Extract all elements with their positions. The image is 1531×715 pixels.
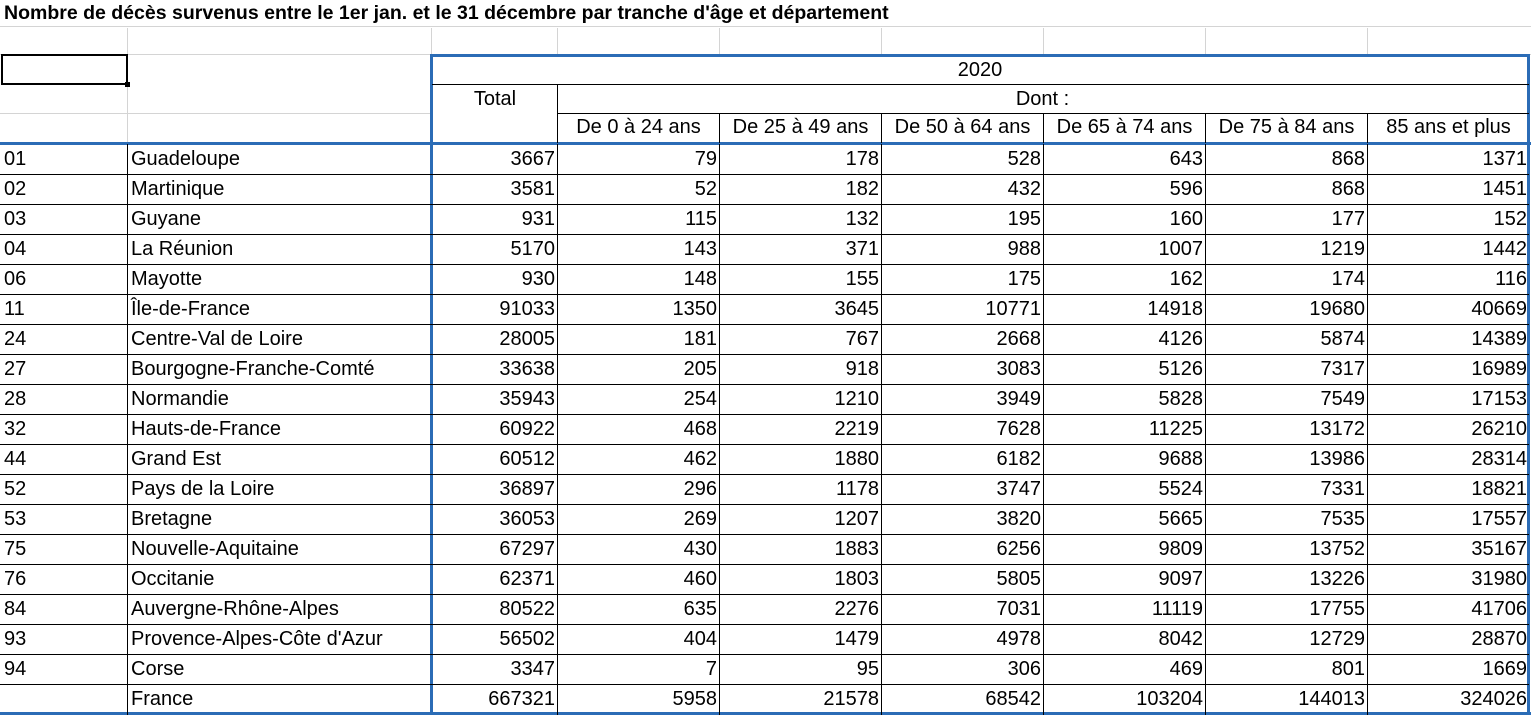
total-cell[interactable]: 931 <box>521 208 555 230</box>
age-value-cell[interactable]: 635 <box>683 598 717 620</box>
age-value-cell[interactable]: 528 <box>1007 148 1041 170</box>
age-value-cell[interactable]: 205 <box>683 358 717 380</box>
age-value-cell[interactable]: 269 <box>683 508 717 530</box>
table-row <box>0 685 1529 715</box>
gridline <box>127 28 128 54</box>
age-value-cell[interactable]: 174 <box>1331 268 1365 290</box>
age-value-cell[interactable]: 35167 <box>1471 538 1527 560</box>
age-header-2[interactable]: De 50 à 64 ans <box>894 116 1031 138</box>
age-value-cell[interactable]: 144013 <box>1298 688 1365 710</box>
age-value-cell[interactable]: 1007 <box>1158 238 1203 260</box>
age-value-cell[interactable]: 9809 <box>1158 538 1203 560</box>
table-row <box>0 565 1529 595</box>
age-value-cell[interactable]: 430 <box>683 538 717 560</box>
table-row <box>0 355 1529 385</box>
table-row <box>0 295 1529 325</box>
region-name-cell[interactable]: Hauts-de-France <box>131 418 282 440</box>
age-value-cell[interactable]: 13986 <box>1309 448 1365 470</box>
age-value-cell[interactable]: 28314 <box>1471 448 1527 470</box>
dept-code-cell[interactable]: 44 <box>4 448 27 470</box>
total-cell[interactable]: 3581 <box>510 178 555 200</box>
age-value-cell[interactable]: 7549 <box>1320 388 1365 410</box>
age-value-cell[interactable]: 148 <box>683 268 717 290</box>
age-value-cell[interactable]: 1371 <box>1482 148 1527 170</box>
year-header[interactable]: 2020 <box>957 59 1003 81</box>
age-value-cell[interactable]: 469 <box>1169 658 1203 680</box>
total-header[interactable]: Total <box>473 88 517 110</box>
age-value-cell[interactable]: 9097 <box>1158 568 1203 590</box>
age-header-5[interactable]: 85 ans et plus <box>1386 116 1511 138</box>
region-name-cell[interactable]: Centre-Val de Loire <box>131 328 303 350</box>
age-value-cell[interactable]: 4126 <box>1158 328 1203 350</box>
dept-code-cell[interactable]: 24 <box>4 328 27 350</box>
age-value-cell[interactable]: 116 <box>1495 268 1527 290</box>
total-cell[interactable]: 28005 <box>499 328 555 350</box>
gridline <box>431 28 432 54</box>
age-value-cell[interactable]: 31980 <box>1471 568 1527 590</box>
age-value-cell[interactable]: 6256 <box>996 538 1041 560</box>
age-value-cell[interactable]: 801 <box>1331 658 1365 680</box>
table-row <box>0 265 1529 295</box>
age-value-cell[interactable]: 2276 <box>834 598 879 620</box>
age-value-cell[interactable]: 41706 <box>1471 598 1527 620</box>
total-cell[interactable]: 80522 <box>499 598 555 620</box>
age-value-cell[interactable]: 868 <box>1331 178 1365 200</box>
age-value-cell[interactable]: 17153 <box>1471 388 1527 410</box>
table-row <box>0 235 1529 265</box>
age-value-cell[interactable]: 14389 <box>1471 328 1527 350</box>
age-value-cell[interactable]: 1442 <box>1482 238 1527 260</box>
age-value-cell[interactable]: 2668 <box>996 328 1041 350</box>
dept-code-cell[interactable]: 84 <box>4 598 27 620</box>
dept-code-cell[interactable]: 53 <box>4 508 27 530</box>
age-value-cell[interactable]: 16989 <box>1471 358 1527 380</box>
dept-code-cell[interactable]: 28 <box>4 388 27 410</box>
age-value-cell[interactable]: 1210 <box>834 388 879 410</box>
age-value-cell[interactable]: 7 <box>705 658 717 680</box>
age-value-cell[interactable]: 195 <box>1007 208 1041 230</box>
total-cell[interactable]: 3347 <box>510 658 555 680</box>
age-value-cell[interactable]: 918 <box>845 358 879 380</box>
age-value-cell[interactable]: 79 <box>694 148 717 170</box>
dept-code-cell[interactable]: 27 <box>4 358 27 380</box>
age-value-cell[interactable]: 182 <box>845 178 879 200</box>
region-name-cell[interactable]: Bourgogne-Franche-Comté <box>131 358 375 380</box>
gridline <box>719 28 720 54</box>
age-value-cell[interactable]: 2219 <box>834 418 879 440</box>
age-value-cell[interactable]: 1803 <box>834 568 879 590</box>
age-value-cell[interactable]: 7331 <box>1320 478 1365 500</box>
dept-code-cell[interactable]: 76 <box>4 568 27 590</box>
region-name-cell[interactable]: Nouvelle-Aquitaine <box>131 538 299 560</box>
age-value-cell[interactable]: 40669 <box>1471 298 1527 320</box>
age-value-cell[interactable]: 17557 <box>1471 508 1527 530</box>
age-value-cell[interactable]: 181 <box>683 328 717 350</box>
age-value-cell[interactable]: 7628 <box>996 418 1041 440</box>
table-row <box>0 655 1529 685</box>
total-cell[interactable]: 3667 <box>510 148 555 170</box>
sheet-title[interactable]: Nombre de décès survenus entre le 1er jan. et le 31 décembre par tranche d'âge et département <box>4 2 889 24</box>
region-name-cell[interactable]: France <box>131 688 194 710</box>
region-name-cell[interactable]: Corse <box>131 658 185 680</box>
dept-code-cell[interactable] <box>1 683 127 713</box>
age-value-cell[interactable]: 3645 <box>834 298 879 320</box>
age-value-cell[interactable]: 160 <box>1169 208 1203 230</box>
total-cell[interactable]: 60922 <box>499 418 555 440</box>
age-value-cell[interactable]: 1883 <box>834 538 879 560</box>
total-cell[interactable]: 62371 <box>499 568 555 590</box>
age-value-cell[interactable]: 52 <box>694 178 717 200</box>
age-value-cell[interactable]: 18821 <box>1471 478 1527 500</box>
total-cell[interactable]: 60512 <box>499 448 555 470</box>
table-row <box>0 385 1529 415</box>
dept-code-cell[interactable]: 11 <box>4 298 25 320</box>
gridline <box>0 26 1531 27</box>
age-value-cell[interactable]: 6182 <box>996 448 1041 470</box>
total-cell[interactable]: 36053 <box>499 508 555 530</box>
age-value-cell[interactable]: 68542 <box>985 688 1041 710</box>
age-value-cell[interactable]: 371 <box>845 238 879 260</box>
region-name-cell[interactable]: Mayotte <box>131 268 203 290</box>
age-value-cell[interactable]: 306 <box>1007 658 1041 680</box>
age-value-cell[interactable]: 8042 <box>1158 628 1203 650</box>
total-cell[interactable]: 56502 <box>499 628 555 650</box>
dept-code-cell[interactable]: 02 <box>4 178 27 200</box>
age-value-cell[interactable]: 7031 <box>996 598 1041 620</box>
table-row <box>0 535 1529 565</box>
dept-code-cell[interactable]: 75 <box>4 538 27 560</box>
region-name-cell[interactable]: Martinique <box>131 178 225 200</box>
age-header-0[interactable]: De 0 à 24 ans <box>576 116 701 138</box>
fill-handle[interactable] <box>125 82 130 87</box>
total-cell[interactable]: 35943 <box>499 388 555 410</box>
age-value-cell[interactable]: 5828 <box>1158 388 1203 410</box>
region-name-cell[interactable]: Guadeloupe <box>131 148 240 170</box>
age-value-cell[interactable]: 868 <box>1331 148 1365 170</box>
age-value-cell[interactable]: 21578 <box>823 688 879 710</box>
age-value-cell[interactable]: 3949 <box>996 388 1041 410</box>
total-cell[interactable]: 33638 <box>499 358 555 380</box>
region-name-cell[interactable]: Bretagne <box>131 508 213 530</box>
age-value-cell[interactable]: 462 <box>683 448 717 470</box>
age-header-1[interactable]: De 25 à 49 ans <box>732 116 869 138</box>
age-value-cell[interactable]: 988 <box>1007 238 1041 260</box>
table-row <box>0 505 1529 535</box>
age-value-cell[interactable]: 5665 <box>1158 508 1203 530</box>
age-value-cell[interactable]: 13172 <box>1309 418 1365 440</box>
age-value-cell[interactable]: 95 <box>856 658 879 680</box>
age-value-cell[interactable]: 17755 <box>1309 598 1365 620</box>
age-value-cell[interactable]: 254 <box>683 388 717 410</box>
age-value-cell[interactable]: 643 <box>1169 148 1203 170</box>
age-value-cell[interactable]: 767 <box>845 328 879 350</box>
age-value-cell[interactable]: 596 <box>1169 178 1203 200</box>
age-value-cell[interactable]: 155 <box>845 268 879 290</box>
age-value-cell[interactable]: 5126 <box>1158 358 1203 380</box>
age-value-cell[interactable]: 19680 <box>1309 298 1365 320</box>
age-value-cell[interactable]: 4978 <box>996 628 1041 650</box>
age-value-cell[interactable]: 152 <box>1493 208 1527 230</box>
table-row <box>0 595 1529 625</box>
gridline <box>881 28 882 54</box>
gridline <box>1205 28 1206 54</box>
region-name-cell[interactable]: Grand Est <box>131 448 222 470</box>
age-value-cell[interactable]: 13226 <box>1309 568 1365 590</box>
region-name-cell[interactable]: La Réunion <box>131 238 234 260</box>
age-value-cell[interactable]: 13752 <box>1309 538 1365 560</box>
age-value-cell[interactable]: 324026 <box>1460 688 1527 710</box>
table-row <box>0 445 1529 475</box>
age-value-cell[interactable]: 5805 <box>996 568 1041 590</box>
gridline <box>557 28 558 54</box>
age-header-3[interactable]: De 65 à 74 ans <box>1056 116 1193 138</box>
age-value-cell[interactable]: 3820 <box>996 508 1041 530</box>
age-value-cell[interactable]: 115 <box>685 208 717 230</box>
region-name-cell[interactable]: Occitanie <box>131 568 215 590</box>
age-value-cell[interactable]: 11119 <box>1151 598 1203 620</box>
age-value-cell[interactable]: 3083 <box>996 358 1041 380</box>
total-cell[interactable]: 930 <box>521 268 555 290</box>
dept-code-cell[interactable]: 32 <box>4 418 27 440</box>
region-name-cell[interactable]: Pays de la Loire <box>131 478 275 500</box>
age-value-cell[interactable]: 1479 <box>834 628 879 650</box>
age-value-cell[interactable]: 132 <box>845 208 879 230</box>
gridline <box>1043 28 1044 54</box>
gridline <box>0 113 431 114</box>
age-value-cell[interactable]: 10771 <box>985 298 1041 320</box>
age-value-cell[interactable]: 28870 <box>1471 628 1527 650</box>
region-name-cell[interactable]: Guyane <box>131 208 202 230</box>
age-value-cell[interactable]: 14918 <box>1147 298 1203 320</box>
table-row <box>0 325 1529 355</box>
age-value-cell[interactable]: 143 <box>683 238 717 260</box>
table-row <box>0 175 1529 205</box>
age-value-cell[interactable]: 1880 <box>834 448 879 470</box>
age-value-cell[interactable]: 296 <box>683 478 717 500</box>
table-row <box>0 625 1529 655</box>
age-value-cell[interactable]: 1669 <box>1482 658 1527 680</box>
total-cell[interactable]: 5170 <box>510 238 555 260</box>
age-value-cell[interactable]: 9688 <box>1158 448 1203 470</box>
age-value-cell[interactable]: 11225 <box>1148 418 1203 440</box>
total-cell[interactable]: 67297 <box>499 538 555 560</box>
table-row <box>0 145 1529 175</box>
table-row <box>0 475 1529 505</box>
age-value-cell[interactable]: 1207 <box>834 508 879 530</box>
region-name-cell[interactable]: Île-de-France <box>131 298 250 320</box>
age-value-cell[interactable]: 404 <box>683 628 717 650</box>
region-name-cell[interactable]: Auvergne-Rhône-Alpes <box>131 598 339 620</box>
age-header-4[interactable]: De 75 à 84 ans <box>1218 116 1355 138</box>
region-name-cell[interactable]: Provence-Alpes-Côte d'Azur <box>131 628 383 650</box>
dept-code-cell[interactable]: 52 <box>4 478 27 500</box>
age-value-cell[interactable]: 7317 <box>1320 358 1365 380</box>
dept-code-cell[interactable]: 01 <box>4 148 27 170</box>
total-cell[interactable]: 36897 <box>499 478 555 500</box>
age-value-cell[interactable]: 5958 <box>672 688 717 710</box>
age-value-cell[interactable]: 3747 <box>996 478 1041 500</box>
age-value-cell[interactable]: 177 <box>1331 208 1365 230</box>
age-value-cell[interactable]: 432 <box>1007 178 1041 200</box>
age-value-cell[interactable]: 468 <box>683 418 717 440</box>
dept-code-cell[interactable]: 93 <box>4 628 27 650</box>
age-value-cell[interactable]: 1219 <box>1320 238 1365 260</box>
total-cell[interactable]: 91033 <box>499 298 555 320</box>
dept-code-cell[interactable]: 06 <box>4 268 27 290</box>
age-value-cell[interactable]: 26210 <box>1471 418 1527 440</box>
dont-header[interactable]: Dont : <box>1015 88 1070 110</box>
total-cell[interactable]: 667321 <box>488 688 555 710</box>
dept-code-cell[interactable]: 04 <box>4 238 27 260</box>
region-name-cell[interactable]: Normandie <box>131 388 229 410</box>
age-value-cell[interactable]: 162 <box>1169 268 1203 290</box>
active-cell-cursor[interactable] <box>1 54 128 85</box>
gridline <box>1367 28 1368 54</box>
age-value-cell[interactable]: 5524 <box>1158 478 1203 500</box>
dept-code-cell[interactable]: 94 <box>4 658 27 680</box>
age-value-cell[interactable]: 1178 <box>835 478 879 500</box>
age-value-cell[interactable]: 5874 <box>1320 328 1365 350</box>
age-value-cell[interactable]: 7535 <box>1320 508 1365 530</box>
age-value-cell[interactable]: 103204 <box>1136 688 1203 710</box>
dept-code-cell[interactable]: 03 <box>4 208 27 230</box>
table-row <box>0 205 1529 235</box>
age-value-cell[interactable]: 178 <box>845 148 879 170</box>
age-value-cell[interactable]: 175 <box>1007 268 1041 290</box>
age-value-cell[interactable]: 12729 <box>1309 628 1365 650</box>
table-row <box>0 415 1529 445</box>
age-value-cell[interactable]: 460 <box>683 568 717 590</box>
age-value-cell[interactable]: 1451 <box>1482 178 1527 200</box>
age-value-cell[interactable]: 1350 <box>672 298 717 320</box>
